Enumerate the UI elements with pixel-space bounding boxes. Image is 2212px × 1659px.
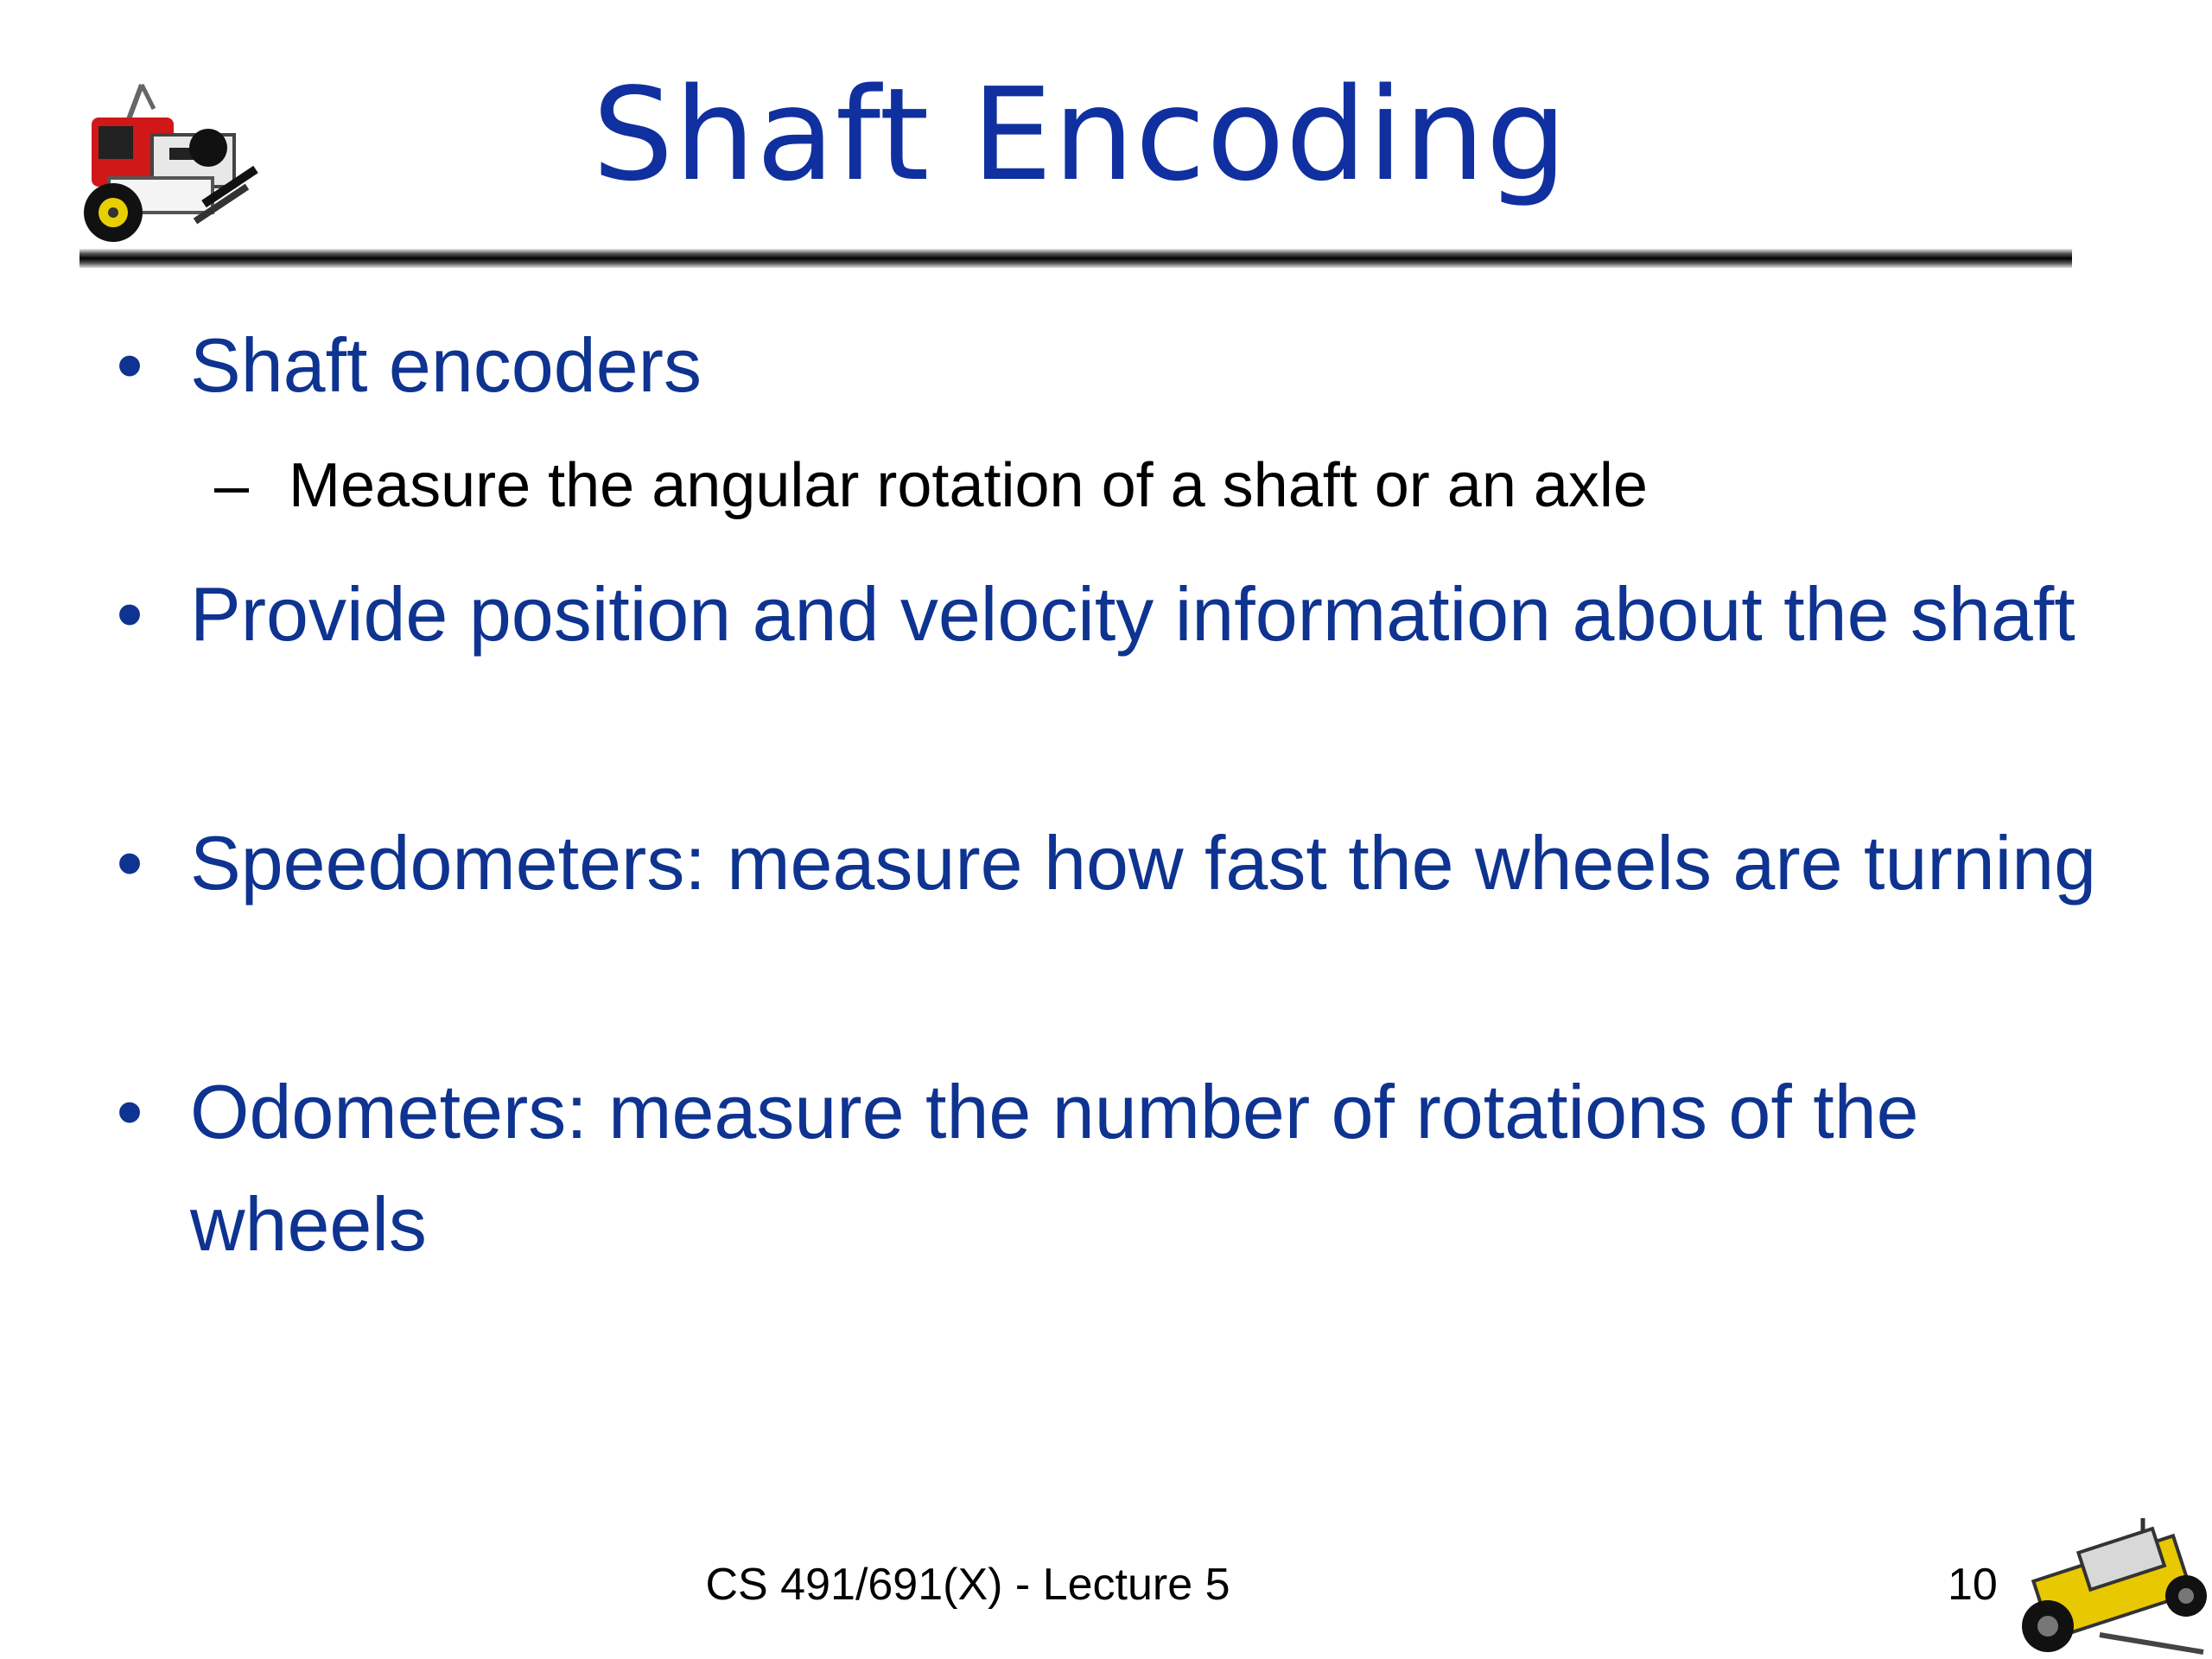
page-number: 10 bbox=[1948, 1560, 1998, 1610]
sub-bullet-text: Measure the angular rotation of a shaft or an axle bbox=[289, 451, 1648, 520]
slide-title: Shaft Encoding bbox=[592, 60, 1568, 209]
bullet-dot: • bbox=[116, 571, 143, 657]
bullet-dot: • bbox=[116, 820, 143, 906]
slide-footer: CS 491/691(X) - Lecture 5 bbox=[705, 1560, 1230, 1610]
sub-bullet-dash: – bbox=[214, 451, 250, 520]
robot-footer-icon bbox=[2013, 1514, 2212, 1659]
bullet-dot: • bbox=[116, 1069, 143, 1154]
bullet-text: Speedometers: measure how fast the wheels are turning bbox=[190, 820, 2097, 906]
bullet-dot: • bbox=[116, 322, 143, 408]
bullet-text: Odometers: measure the number of rotations of the wheels bbox=[190, 1069, 1919, 1267]
title-divider bbox=[79, 249, 2072, 268]
bullet-text: Provide position and velocity information about the shaft bbox=[190, 571, 2075, 657]
bullet-text: Shaft encoders bbox=[190, 322, 702, 408]
